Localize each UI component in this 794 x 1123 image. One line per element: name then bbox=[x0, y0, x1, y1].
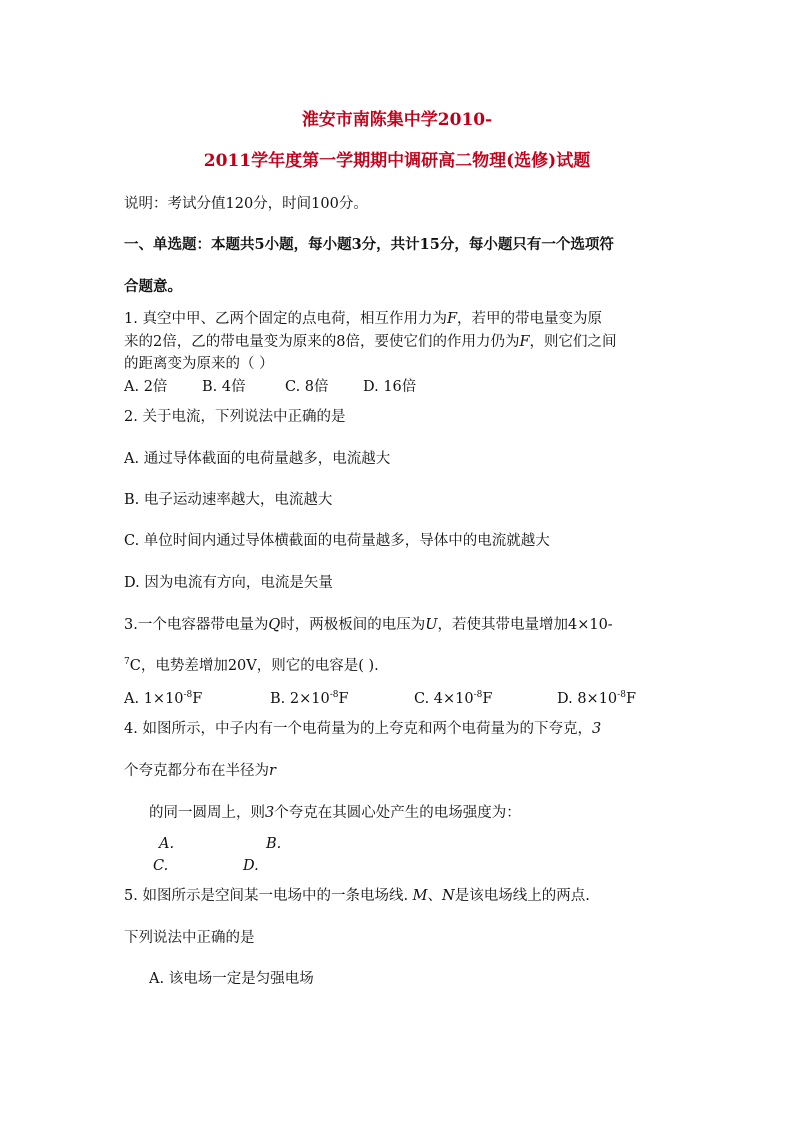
q3-stem-line-1 bbox=[124, 616, 613, 634]
q4-number: 3 bbox=[265, 805, 275, 821]
q2-option-c: C. 单位时间内通过导体横截面的电荷量越多，导体中的电流就越大 bbox=[124, 533, 550, 549]
q4-text: 个夸克都分布在半径为 bbox=[124, 763, 269, 779]
q4-stem-line-1 bbox=[124, 720, 601, 738]
q3-option-b-unit: F bbox=[338, 691, 349, 707]
q4-option-c-label: C. bbox=[153, 858, 169, 874]
q5-var-n: N bbox=[442, 888, 455, 904]
q3-option-a-unit: F bbox=[192, 691, 203, 707]
q4-text: 的同一圆周上，则 bbox=[149, 805, 265, 821]
q3-option-d-exp: -8 bbox=[617, 690, 626, 700]
q1-text: ，若甲的带电量变为原 bbox=[457, 311, 603, 327]
q4-text: 个夸克在其圆心处产生的电场强度为： bbox=[274, 805, 521, 821]
q4-text: 4. 如图所示，中子内有一个电荷量为的上夸克和两个电荷量为的下夸克， bbox=[124, 721, 592, 737]
q5-option-a: A. 该电场一定是匀强电场 bbox=[149, 971, 314, 987]
q3-option-d-text: D. 8×10 bbox=[557, 691, 618, 707]
q1-option-a: A. 2倍 bbox=[124, 379, 168, 395]
q3-var-u: U bbox=[425, 617, 438, 633]
q3-option-d bbox=[557, 690, 636, 708]
q3-option-c-exp: -8 bbox=[473, 690, 483, 700]
q2-option-a: A. 通过导体截面的电荷量越多，电流越大 bbox=[124, 451, 391, 467]
q2-option-b: B. 电子运动速率越大，电流越大 bbox=[124, 492, 333, 508]
q5-stem-line-1 bbox=[124, 887, 590, 905]
q3-option-b-exp: -8 bbox=[329, 690, 339, 700]
exam-note: 说明：考试分值120分，时间100分。 bbox=[124, 196, 368, 212]
q4-option-a-label: A. bbox=[159, 836, 175, 852]
q3-option-a-exp: -8 bbox=[183, 690, 193, 700]
q3-var-q: Q bbox=[268, 617, 281, 633]
q3-text: ，若使其带电量增加4×10- bbox=[437, 617, 613, 633]
q3-option-c bbox=[414, 690, 492, 708]
title-line-1: 淮安市南陈集中学2010- bbox=[301, 110, 493, 130]
q2-stem: 2. 关于电流，下列说法中正确的是 bbox=[124, 409, 346, 425]
q1-var-f: F bbox=[519, 334, 530, 350]
q3-text: C，电势差增加20V，则它的电容是( ). bbox=[129, 658, 379, 674]
q3-option-a-text: A. 1×10 bbox=[124, 691, 184, 707]
q3-option-a bbox=[124, 690, 202, 708]
q3-text: 3.一个电容器带电量为 bbox=[124, 617, 269, 633]
title-line-2: 2011学年度第一学期期中调研高二物理(选修)试题 bbox=[203, 151, 591, 171]
q1-text: 1. 真空中甲、乙两个固定的点电荷，相互作用力为 bbox=[124, 311, 447, 327]
q1-var-f: F bbox=[446, 311, 458, 327]
q2-option-d: D. 因为电流有方向，电流是矢量 bbox=[124, 575, 333, 591]
q4-option-b-label: B. bbox=[266, 836, 282, 852]
q5-stem-line-2: 下列说法中正确的是 bbox=[124, 930, 255, 946]
section-heading-line-2: 合题意。 bbox=[124, 278, 182, 295]
q1-option-b: B. 4倍 bbox=[202, 379, 246, 395]
q4-stem-line-3 bbox=[149, 804, 521, 822]
q1-option-d: D. 16倍 bbox=[363, 379, 417, 395]
q3-option-b bbox=[270, 690, 349, 708]
q1-text: 来的2倍，乙的带电量变为原来的8倍，要使它们的作用力仍为 bbox=[124, 334, 520, 350]
q1-text: ，则它们之间 bbox=[529, 334, 617, 350]
q5-text: 、 bbox=[427, 888, 443, 904]
q3-option-c-text: C. 4×10 bbox=[414, 691, 474, 707]
q1-stem-line-2 bbox=[124, 333, 617, 351]
q3-stem-line-2 bbox=[124, 657, 379, 675]
q3-option-c-unit: F bbox=[482, 691, 493, 707]
q1-stem-line-3: 的距离变为原来的（ ） bbox=[124, 356, 274, 372]
q1-option-c: C. 8倍 bbox=[285, 379, 329, 395]
section-heading-line-1: 一、单选题：本题共5小题，每小题3分，共计15分，每小题只有一个选项符 bbox=[124, 236, 614, 253]
q5-text: 是该电场线上的两点. bbox=[454, 888, 590, 904]
q3-exponent: 7 bbox=[124, 657, 130, 667]
q5-text: 5. 如图所示是空间某一电场中的一条电场线. bbox=[124, 888, 413, 904]
q3-text: 时，两极板间的电压为 bbox=[280, 617, 426, 633]
q3-option-b-text: B. 2×10 bbox=[270, 691, 330, 707]
q4-option-c bbox=[153, 857, 168, 875]
q4-option-a bbox=[159, 835, 174, 853]
q4-var-r: r bbox=[269, 763, 276, 779]
q1-stem-line-1 bbox=[124, 310, 602, 328]
q4-option-d bbox=[243, 857, 259, 875]
q3-option-d-unit: F bbox=[625, 691, 636, 707]
q5-var-m: M bbox=[412, 888, 428, 904]
q4-stem-line-2 bbox=[124, 762, 276, 780]
q4-number: 3 bbox=[591, 721, 602, 737]
q4-option-b bbox=[266, 835, 281, 853]
q4-option-d-label: D. bbox=[243, 858, 259, 874]
